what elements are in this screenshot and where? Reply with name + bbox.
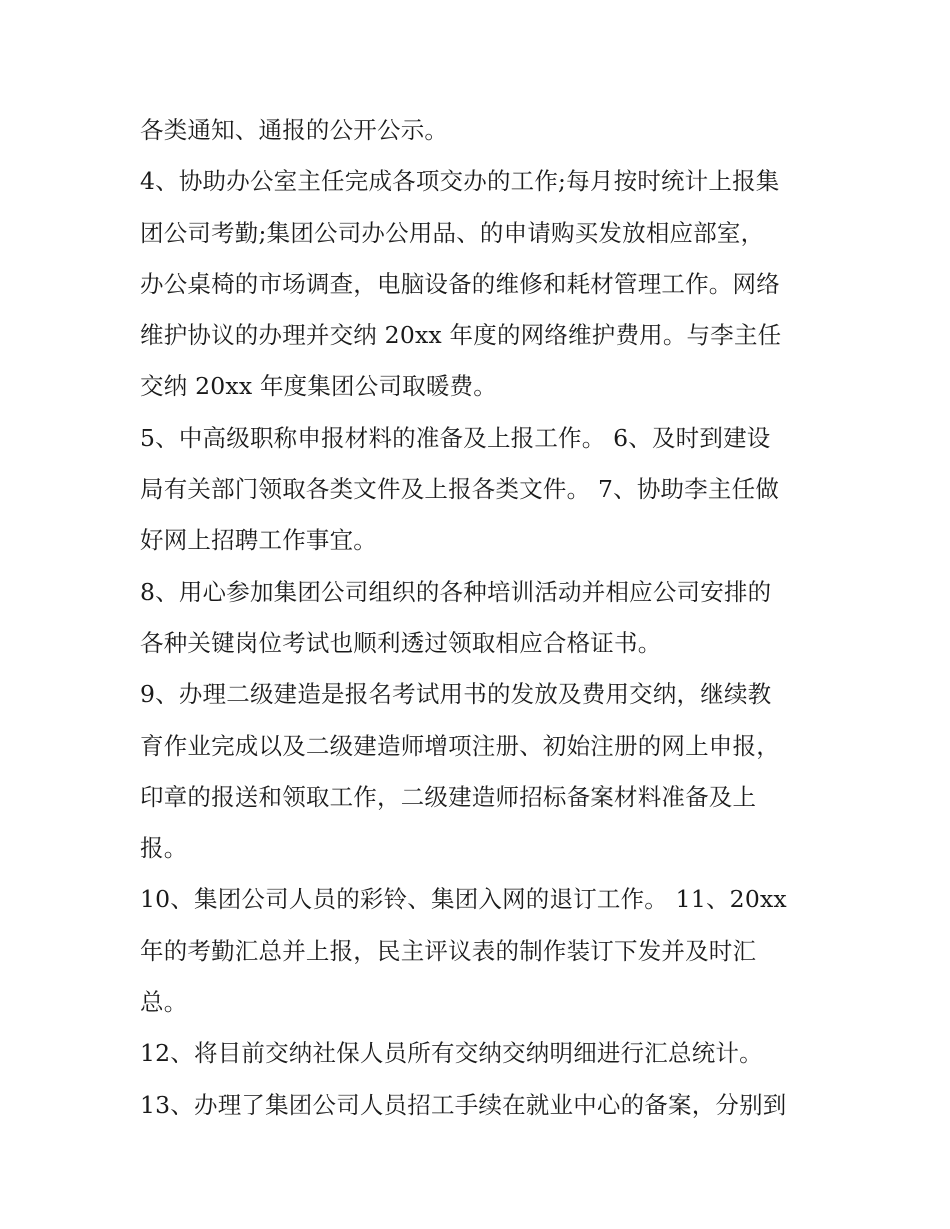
text-line: 各类通知、通报的公开公示。 xyxy=(140,116,449,144)
text-line: 年的考勤汇总并上报，民主评议表的制作装订下发并及时汇 xyxy=(140,936,757,965)
text-line: 8、用心参加集团公司组织的各种培训活动并相应公司安排的 xyxy=(140,577,772,606)
text-line: 团公司考勤;集团公司办公用品、的申请购买发放相应部室， xyxy=(140,218,765,247)
text-line: 13、办理了集团公司人员招工手续在就业中心的备案，分别到 xyxy=(140,1090,787,1119)
text-line: 印章的报送和领取工作，二级建造师招标备案材料准备及上 xyxy=(140,782,757,811)
text-line: 交纳 20xx 年度集团公司取暖费。 xyxy=(140,372,497,401)
document-body xyxy=(140,105,820,1131)
text-line: 总。 xyxy=(140,988,188,1017)
text-line: 好网上招聘工作事宜。 xyxy=(140,526,377,555)
text-line: 10、集团公司人员的彩铃、集团入网的退订工作。 11、20xx xyxy=(140,885,787,914)
text-line: 12、将目前交纳社保人员所有交纳交纳明细进行汇总统计。 xyxy=(140,1039,763,1068)
text-line: 5、中高级职称申报材料的准备及上报工作。 6、及时到建设 xyxy=(140,423,771,452)
text-line: 9、办理二级建造是报名考试用书的发放及费用交纳，继续教 xyxy=(140,680,772,709)
text-line: 办公桌椅的市场调查，电脑设备的维修和耗材管理工作。网络 xyxy=(140,269,780,298)
text-line: 育作业完成以及二级建造师增项注册、初始注册的网上申报， xyxy=(140,731,780,760)
text-line: 4、协助办公室主任完成各项交办的工作;每月按时统计上报集 xyxy=(140,167,780,196)
text-line: 局有关部门领取各类文件及上报各类文件。 7、协助李主任做 xyxy=(140,475,780,504)
text-line: 报。 xyxy=(140,834,188,863)
text-line: 维护协议的办理并交纳 20xx 年度的网络维护费用。与李主任 xyxy=(140,321,782,350)
text-line: 各种关键岗位考试也顺利透过领取相应合格证书。 xyxy=(140,628,662,657)
